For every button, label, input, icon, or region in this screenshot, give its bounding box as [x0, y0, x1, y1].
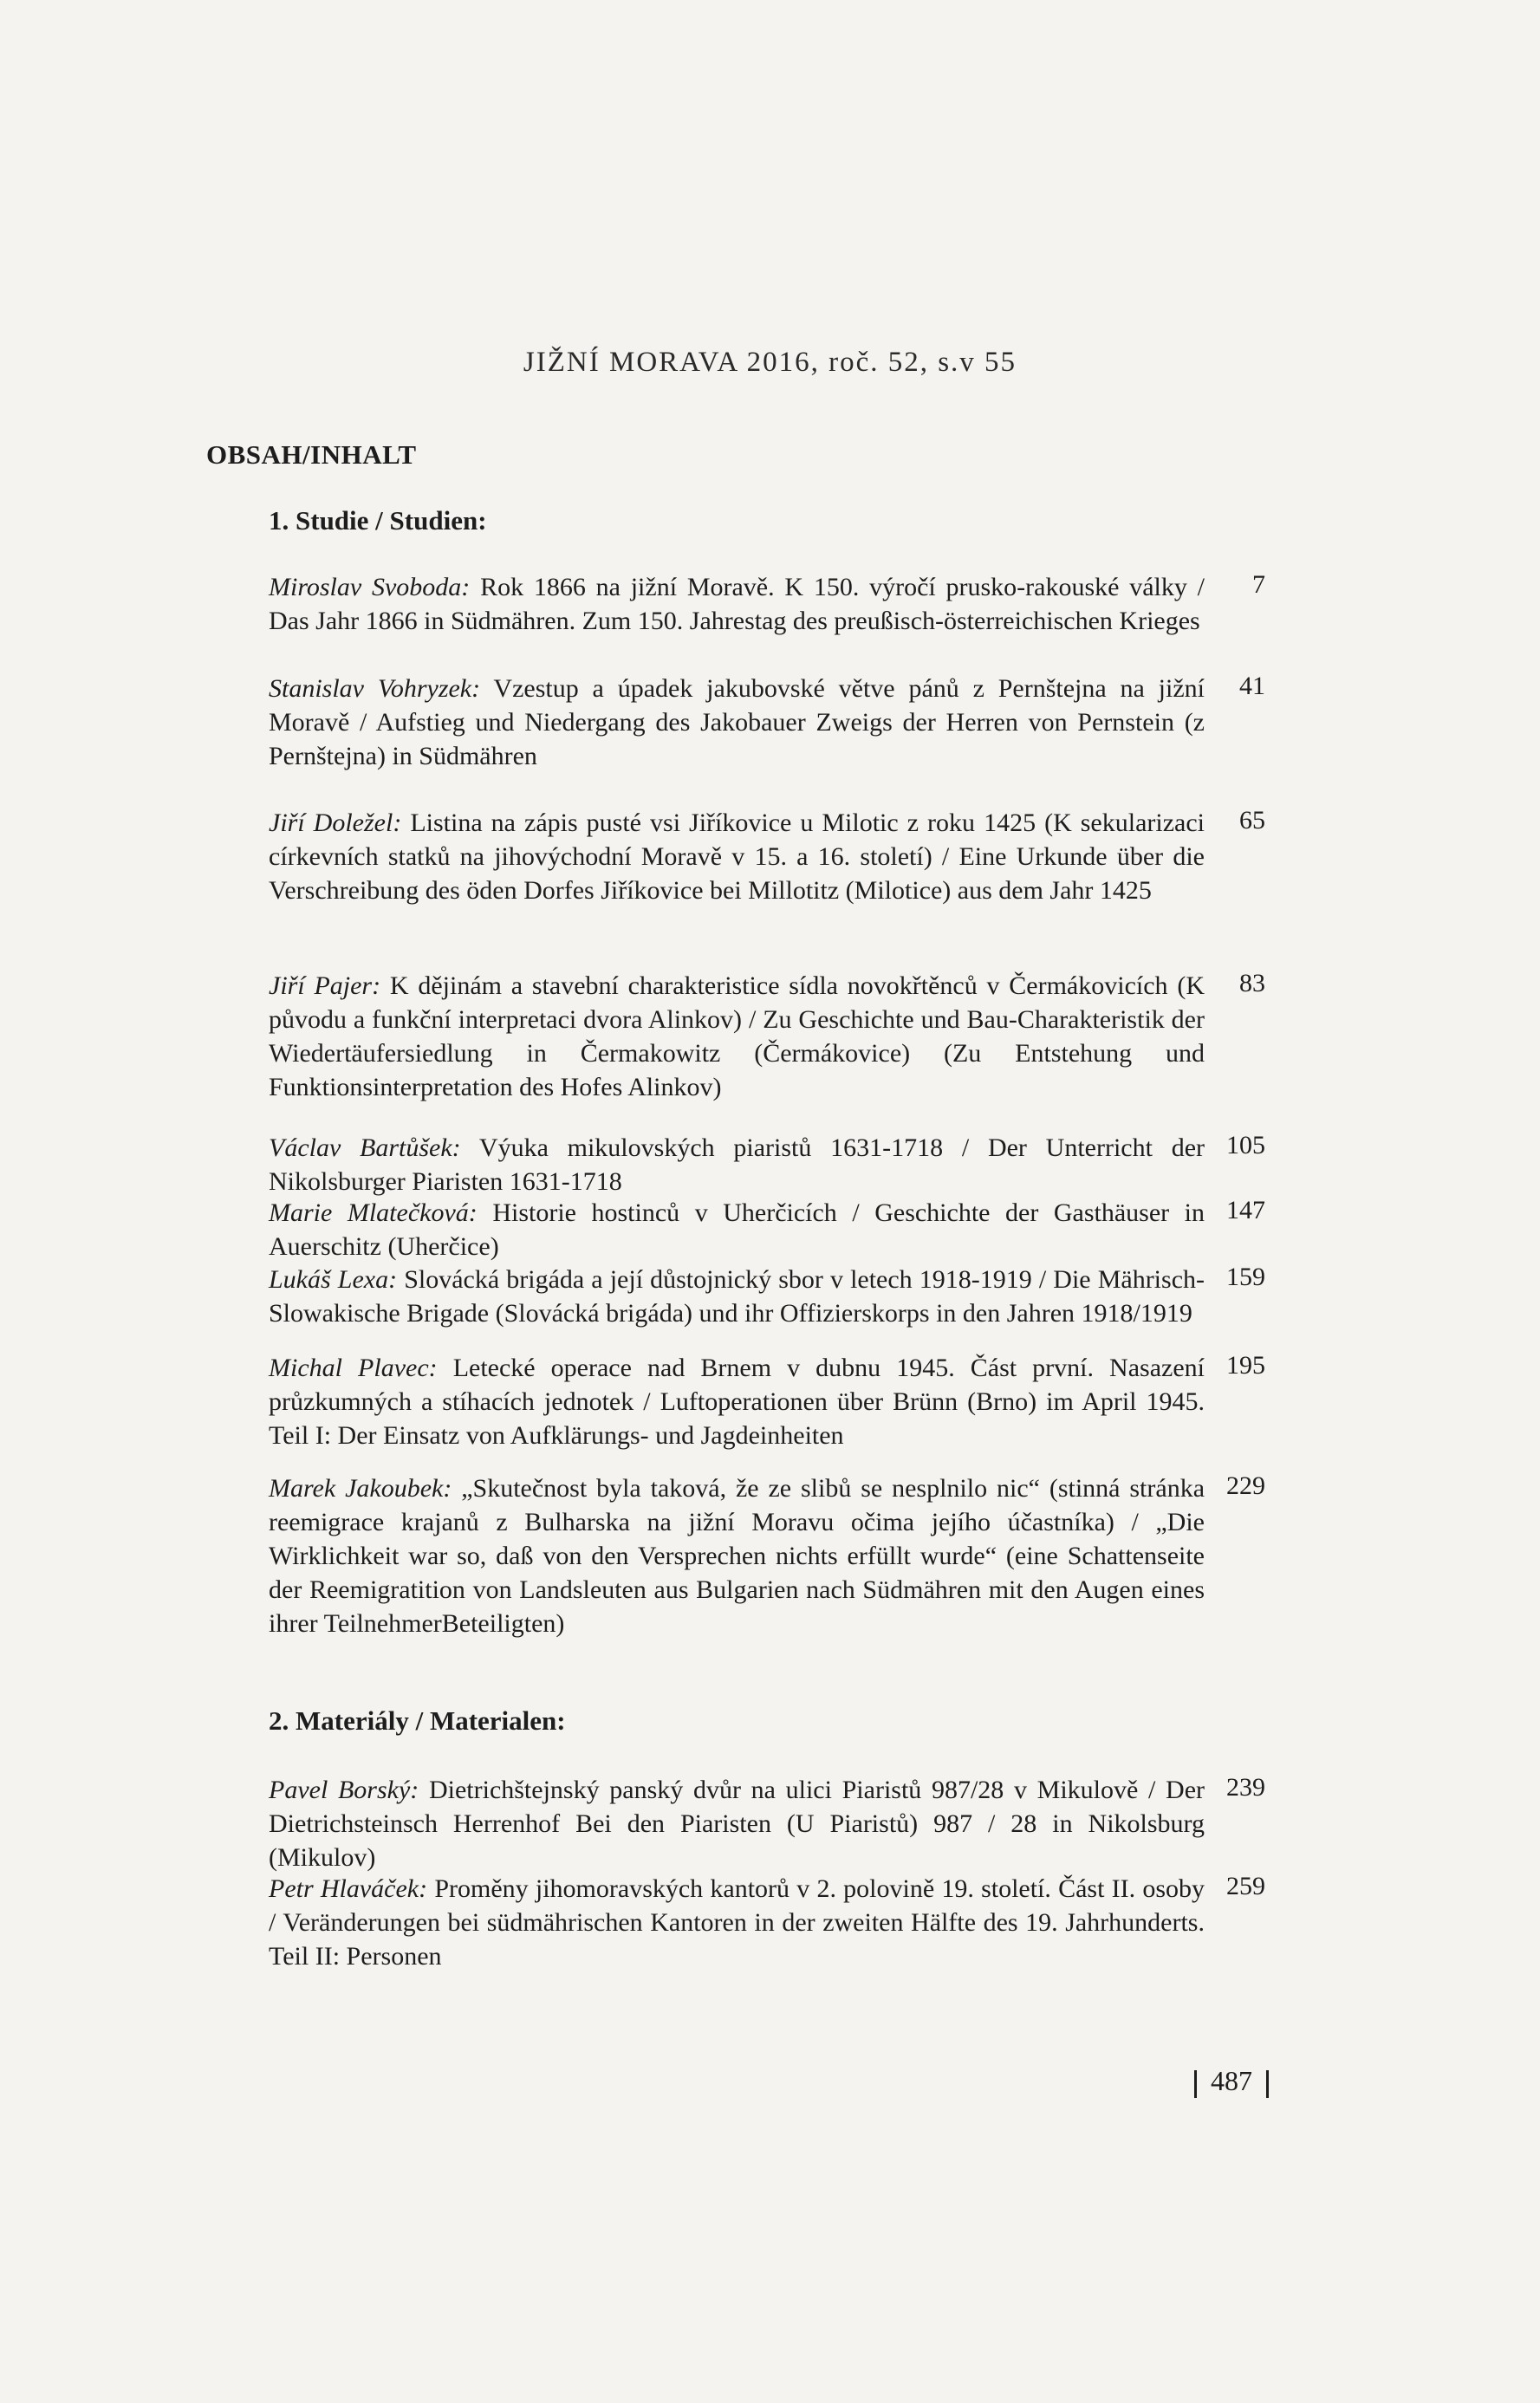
entry-page-number: 147 [1226, 1196, 1265, 1224]
entry-title: Letecké operace nad Brnem v dubnu 1945. Část první. Nasazení průzkumných a stíhacích jednotek / Luftoperationen über Brünn (Brno) im April 1945. Teil I: Der Einsatz von Aufklärungs- und Jagdeinheiten [269, 1354, 1205, 1450]
entry-title: Vzestup a úpadek jakubovské větve pánů z Pernštejna na jižní Moravě / Aufstieg und Niedergang des Jakobauer Zweigs der Herren von Pernstein (z Pernštejna) in Südmähren [269, 674, 1205, 770]
entry-page-number: 239 [1226, 1773, 1265, 1802]
toc-entry [269, 570, 1205, 638]
footer-left-bar [1194, 2070, 1197, 2098]
toc-entry [269, 1263, 1205, 1330]
entry-title: Proměny jihomoravských kantorů v 2. polovině 19. století. Část II. osoby / Veränderungen bei südmährischen Kantoren in der zweiten Hälfte des 19. Jahrhunderts. Teil II: Personen [269, 1874, 1205, 1971]
entry-author: Václav Bartůšek: [269, 1133, 461, 1162]
footer-right-bar [1266, 2070, 1269, 2098]
toc-entry [269, 969, 1205, 1104]
entry-author: Jiří Pajer: [269, 971, 381, 1000]
entry-title: Dietrichštejnský panský dvůr na ulici Piaristů 987/28 v Mikulově / Der Dietrichsteinsch Herrenhof Bei den Piaristen (U Piaristů) 987 / 28 in Nikolsburg (Mikulov) [269, 1776, 1205, 1872]
section-heading-materials: 2. Materiály / Materialen: [269, 1705, 566, 1736]
entry-author: Pavel Borský: [269, 1776, 419, 1804]
toc-entry [269, 806, 1205, 907]
entry-author: Stanislav Vohryzek: [269, 674, 481, 703]
entry-title: Rok 1866 na jižní Moravě. K 150. výročí prusko-rakouské války / Das Jahr 1866 in Südmähren. Zum 150. Jahrestag des preußisch-österreichischen Krieges [269, 573, 1205, 635]
toc-title: OBSAH/INHALT [206, 439, 417, 470]
journal-header: JIŽNÍ MORAVA 2016, roč. 52, s.v 55 [523, 347, 1017, 378]
entry-author: Petr Hlaváček: [269, 1874, 428, 1903]
entry-page-number: 105 [1226, 1131, 1265, 1159]
entry-author: Lukáš Lexa: [269, 1265, 398, 1294]
entry-page-number: 83 [1239, 969, 1265, 997]
page-footer [1180, 2065, 1283, 2098]
toc-entry [269, 672, 1205, 773]
entry-author: Marie Mlatečková: [269, 1198, 478, 1227]
toc-entry [269, 1773, 1205, 1874]
entry-title: Historie hostinců v Uherčicích / Geschichte der Gasthäuser in Auerschitz (Uherčice) [269, 1198, 1205, 1261]
entry-title: „Skutečnost byla taková, že ze slibů se nesplnilo nic“ (stinná stránka reemigrace krajanů z Bulharska na jižní Moravu očima jejího účastníka) / „Die Wirklichkeit war so, daß von den Versprechen nichts erfüllt wurde“ (eine Schattenseite der Reemigratition von Landsleuten aus Bulgarien nach Südmähren mit den Augen eines ihrer TeilnehmerBeteiligten) [269, 1474, 1205, 1638]
entry-page-number: 65 [1239, 806, 1265, 835]
entry-title: Listina na zápis pusté vsi Jiříkovice u Milotic z roku 1425 (K sekularizaci církevních statků na jihovýchodní Moravě v 15. a 16. století) / Eine Urkunde über die Verschreibung des öden Dorfes Jiříkovice bei Millotitz (Milotice) aus dem Jahr 1425 [269, 809, 1205, 905]
toc-entry [269, 1196, 1205, 1263]
entry-title: Slovácká brigáda a její důstojnický sbor v letech 1918-1919 / Die Mährisch-Slowakische Brigade (Slovácká brigáda) und ihr Offizierskorps in den Jahren 1918/1919 [269, 1265, 1205, 1328]
entry-page-number: 259 [1226, 1872, 1265, 1900]
entry-author: Jiří Doležel: [269, 809, 402, 837]
entry-page-number: 195 [1226, 1351, 1265, 1380]
entry-author: Michal Plavec: [269, 1354, 438, 1382]
entry-author: Miroslav Svoboda: [269, 573, 471, 601]
toc-entry [269, 1131, 1205, 1198]
toc-entry [269, 1351, 1205, 1452]
entry-author: Marek Jakoubek: [269, 1474, 452, 1503]
entry-title: K dějinám a stavební charakteristice sídla novokřtěnců v Čermákovicích (K původu a funkční interpretaci dvora Alinkov) / Zu Geschichte und Bau-Charakteristik der Wiedertäufersiedlung in Čermakowitz (Čermákovice) (Zu Entstehung und Funktionsinterpretation des Hofes Alinkov) [269, 971, 1205, 1101]
entry-title: Výuka mikulovských piaristů 1631-1718 / Der Unterricht der Nikolsburger Piaristen 1631-1718 [269, 1133, 1205, 1196]
entry-page-number: 159 [1226, 1263, 1265, 1291]
toc-entry [269, 1471, 1205, 1640]
page-number: 487 [1211, 2065, 1252, 2096]
entry-page-number: 7 [1252, 570, 1265, 599]
toc-entry [269, 1872, 1205, 1973]
entry-page-number: 41 [1239, 672, 1265, 700]
section-heading-studies: 1. Studie / Studien: [269, 505, 487, 536]
entry-page-number: 229 [1226, 1471, 1265, 1500]
